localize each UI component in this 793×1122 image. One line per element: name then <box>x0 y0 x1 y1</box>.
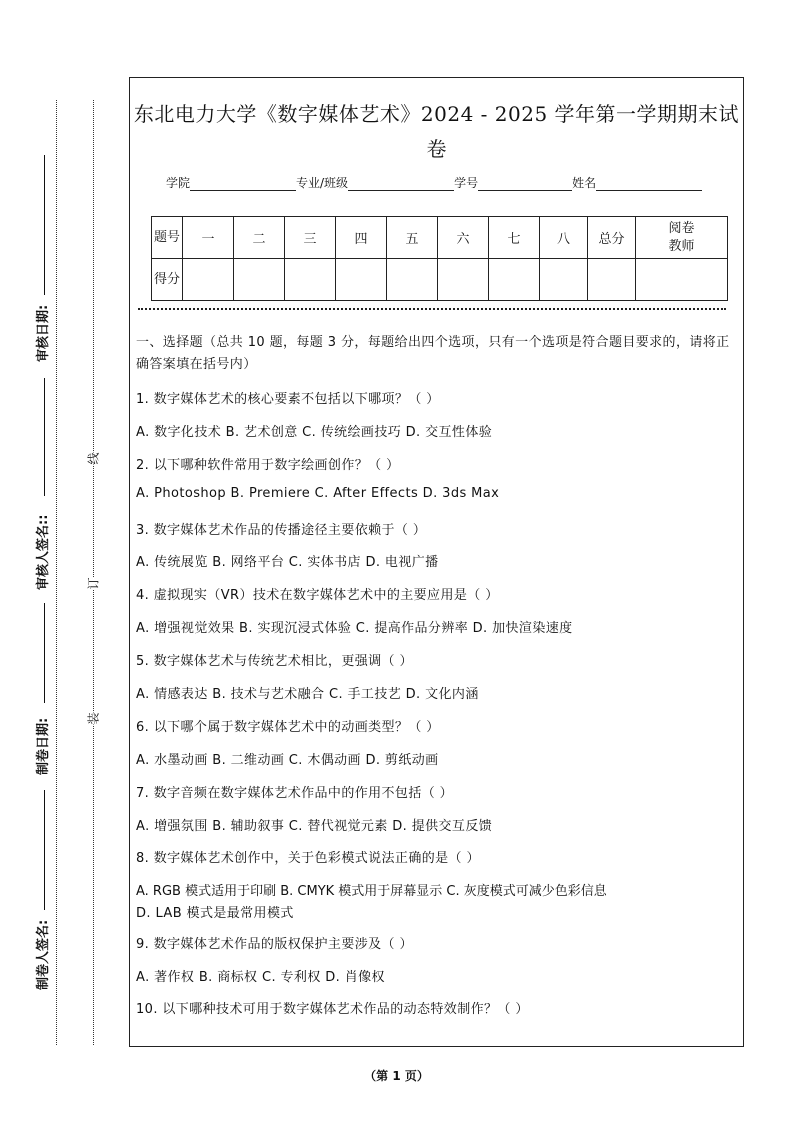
score-col-8: 八 <box>540 217 588 259</box>
major-class-label: 专业/班级 <box>296 176 349 190</box>
question-8-options: A. RGB 模式适用于印刷 B. CMYK 模式用于屏幕显示 C. 灰度模式可减少色彩信息 <box>136 884 607 899</box>
score-table-score-row <box>152 259 728 301</box>
page-number: （第 1 页） <box>364 1069 429 1083</box>
score-cell[interactable] <box>336 259 387 301</box>
question-3-options: A. 传统展览 B. 网络平台 C. 实体书店 D. 电视广播 <box>136 555 439 570</box>
exam-frame <box>129 77 744 1047</box>
student-info-row <box>166 174 702 191</box>
question-9-options: A. 著作权 B. 商标权 C. 专利权 D. 肖像权 <box>136 970 385 985</box>
exam-title: 东北电力大学《数字媒体艺术》2024 - 2025 学年第一学期期末试 <box>133 102 740 126</box>
question-2: 2. 以下哪种软件常用于数字绘画创作？（ ） <box>136 458 400 473</box>
prep-sign-label: 制卷人签名: <box>36 919 51 990</box>
score-cell[interactable] <box>438 259 489 301</box>
student-id-label: 学号 <box>454 176 479 190</box>
score-cell[interactable] <box>489 259 540 301</box>
score-table <box>151 216 728 301</box>
question-5: 5. 数字媒体艺术与传统艺术相比，更强调（ ） <box>136 654 413 669</box>
score-cell[interactable] <box>387 259 438 301</box>
score-cell[interactable] <box>588 259 636 301</box>
score-table-header-row <box>152 217 728 259</box>
question-7: 7. 数字音频在数字媒体艺术作品中的作用不包括（ ） <box>136 786 454 801</box>
bind-char-order: 订 <box>83 577 104 589</box>
score-cell[interactable] <box>234 259 285 301</box>
question-1-options: A. 数字化技术 B. 艺术创意 C. 传统绘画技巧 D. 交互性体验 <box>136 425 493 440</box>
question-10: 10. 以下哪种技术可用于数字媒体艺术作品的动态特效制作？（ ） <box>136 1002 529 1017</box>
score-col-6: 六 <box>438 217 489 259</box>
name-field[interactable] <box>596 178 702 191</box>
name-label: 姓名 <box>572 176 597 190</box>
score-cell[interactable] <box>636 259 728 301</box>
score-table-row-label: 题号 <box>152 217 183 259</box>
score-row-label: 得分 <box>152 259 183 301</box>
bind-char-line: 线 <box>83 452 104 464</box>
college-label: 学院 <box>166 176 191 190</box>
score-col-7: 七 <box>489 217 540 259</box>
binding-dotted-line-outer <box>56 100 57 1045</box>
auditor-sign-label: 审核人签名:: <box>36 514 51 590</box>
score-cell[interactable] <box>285 259 336 301</box>
bind-char-bind: 装 <box>83 712 104 724</box>
question-6: 6. 以下哪个属于数字媒体艺术中的动画类型？（ ） <box>136 720 440 735</box>
question-3: 3. 数字媒体艺术作品的传播途径主要依赖于（ ） <box>136 523 427 538</box>
section-heading: 一、选择题（总共 10 题，每题 3 分，每题给出四个选项，只有一个选项是符合题目要求的，请将正确答案填在括号内） <box>136 335 730 372</box>
prep-date-label: 制卷日期: <box>36 717 51 775</box>
question-4-options: A. 增强视觉效果 B. 实现沉浸式体验 C. 提高作品分辨率 D. 加快渲染速度 <box>136 621 573 636</box>
question-7-options: A. 增强氛围 B. 辅助叙事 C. 替代视觉元素 D. 提供交互反馈 <box>136 819 493 834</box>
question-1: 1. 数字媒体艺术的核心要素不包括以下哪项？（ ） <box>136 392 440 407</box>
dotted-separator <box>138 308 726 310</box>
student-id-field[interactable] <box>478 178 572 191</box>
score-col-5: 五 <box>387 217 438 259</box>
question-2-options: A. Photoshop B. Premiere C. After Effects D. 3ds Max <box>136 486 500 501</box>
audit-date-label: 审核日期: <box>36 304 51 362</box>
score-col-3: 三 <box>285 217 336 259</box>
question-8-options-cont: D. LAB 模式是最常用模式 <box>136 906 294 921</box>
score-col-total: 总分 <box>588 217 636 259</box>
question-4: 4. 虚拟现实（VR）技术在数字媒体艺术中的主要应用是（ ） <box>136 588 499 603</box>
college-field[interactable] <box>190 178 296 191</box>
auditor-sign-blank <box>44 378 45 496</box>
question-8: 8. 数字媒体艺术创作中，关于色彩模式说法正确的是（ ） <box>136 851 480 866</box>
score-cell[interactable] <box>540 259 588 301</box>
score-col-1: 一 <box>183 217 234 259</box>
major-class-field[interactable] <box>348 178 454 191</box>
exam-title-continued: 卷 <box>426 137 447 161</box>
score-col-2: 二 <box>234 217 285 259</box>
question-9: 9. 数字媒体艺术作品的版权保护主要涉及（ ） <box>136 937 413 952</box>
score-col-4: 四 <box>336 217 387 259</box>
binding-dotted-line-inner <box>93 100 94 1045</box>
prep-date-blank <box>44 603 45 703</box>
audit-date-blank <box>44 155 45 295</box>
prep-sign-blank <box>44 790 45 910</box>
score-cell[interactable] <box>183 259 234 301</box>
score-col-reviewer: 阅卷教师 <box>636 217 728 259</box>
question-6-options: A. 水墨动画 B. 二维动画 C. 木偶动画 D. 剪纸动画 <box>136 753 439 768</box>
question-5-options: A. 情感表达 B. 技术与艺术融合 C. 手工技艺 D. 文化内涵 <box>136 687 479 702</box>
